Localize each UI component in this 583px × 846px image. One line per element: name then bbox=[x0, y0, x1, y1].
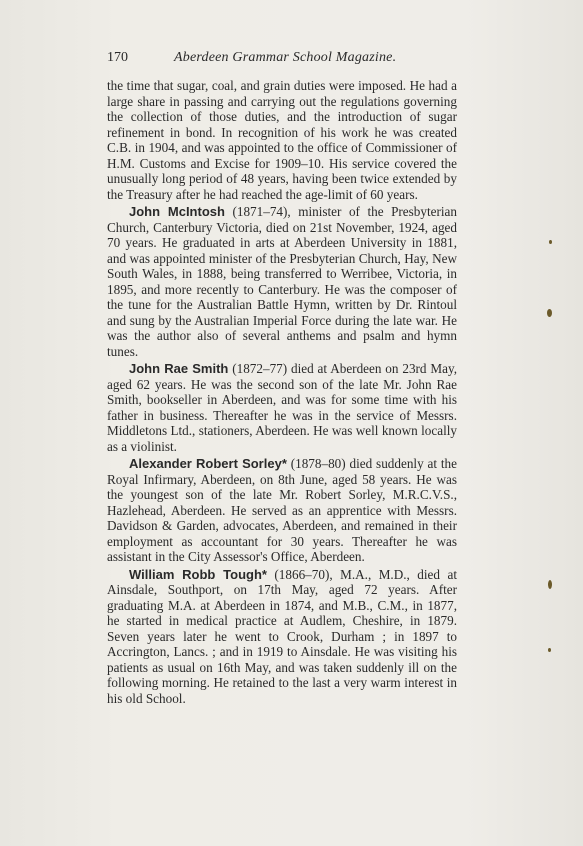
margin-speck bbox=[547, 309, 552, 317]
entry-name: William Robb Tough* bbox=[129, 566, 267, 582]
entry-name: John Rae Smith bbox=[129, 361, 229, 376]
entry-name: John McIntosh bbox=[129, 204, 225, 219]
obituary-entry bbox=[107, 567, 457, 707]
obituary-entry bbox=[107, 361, 457, 454]
margin-speck bbox=[549, 240, 552, 244]
entry-text: (1866–70), M.A., M.D., died at Ainsdale, Southport, on 17th May, aged 72 years. After graduating M.A. at Aberdeen in 1874, and M.B., C.M., in 1877, he started in medical practice at Audlem, Cheshire, in 1879. Seven years later he went to Crook, Durham ; in 1897 to Accrington, Lancs. ; and in 1919 to Ainsdale. He was visiting his patients as usual on 16th May, and was taken suddenly ill on the following morning. He retained to the last a very warm interest in his old School. bbox=[107, 566, 457, 706]
margin-speck bbox=[548, 648, 551, 652]
entry-text: (1872–77) died at Aberdeen on 23rd May, aged 62 years. He was the second son of the late Mr. John Rae Smith, bookseller in Aberdeen, and was for some time with his father in business. Thereafter he was in the service of Messrs. Middletons Ltd., stationers, Aberdeen. He was well known locally as a violinist. bbox=[107, 361, 457, 454]
running-title: Aberdeen Grammar School Magazine. bbox=[174, 50, 397, 65]
entry-text: (1878–80) died suddenly at the Royal Infirmary, Aberdeen, on 8th June, aged 58 years. He was the youngest son of the late Mr. Robert Sorley, M.R.C.V.S., Hazlehead, Aberdeen. He served as an apprentice with Messrs. Davidson & Garden, advocates, Aberdeen, and remained in their employment as accountant for 30 years. Thereafter he was assistant in the City Assessor's Office, Aberdeen. bbox=[107, 456, 457, 564]
entry-text: (1871–74), minister of the Presbyterian Church, Canterbury Victoria, died on 21st November, 1924, aged 70 years. He graduated in arts at Aberdeen University in 1881, and was appointed minister of the Presbyterian Church, Hay, New South Wales, in 1888, being transferred to Werribee, Victoria, in 1895, and more recently to Canterbury. He was the composer of the tune for the Australian Battle Hymn, written by Dr. Rintoul and sung by the Australian Imperial Force during the late war. He was the author also of several anthems and psalm and hymn tunes. bbox=[107, 204, 457, 359]
margin-speck bbox=[548, 580, 552, 589]
obituary-entry bbox=[107, 204, 457, 359]
obituary-entry bbox=[107, 456, 457, 565]
page-number: 170 bbox=[107, 50, 128, 65]
continuation-paragraph: the time that sugar, coal, and grain duties were imposed. He had a large share in passing and carrying out the regulations governing the collection of those duties, and the introduction of sugar refinement in bond. In recognition of his work he was created C.B. in 1904, and was appointed to the office of Commissioner of H.M. Customs and Excise for 1909–10. His service covered the unusually long period of 48 years, having been twice extended by the Treasury after he had reached the age-limit of 60 years. bbox=[107, 78, 457, 202]
page-header bbox=[107, 48, 487, 68]
entry-name: Alexander Robert Sorley* bbox=[129, 456, 287, 471]
obituary-text bbox=[107, 78, 457, 706]
